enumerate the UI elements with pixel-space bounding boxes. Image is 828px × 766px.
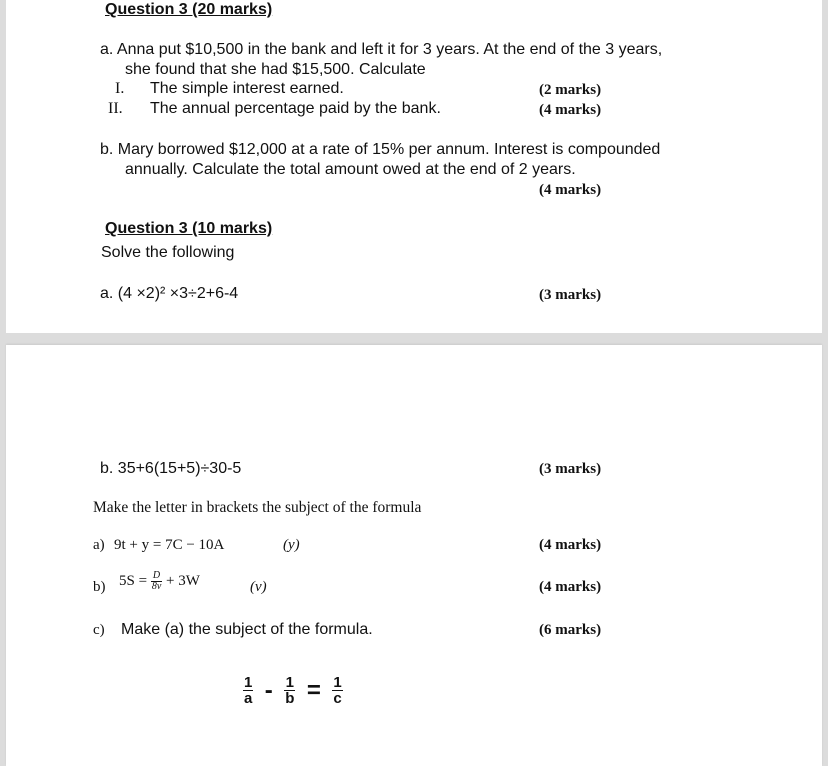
question-heading-20-marks: Question 3 (20 marks) — [105, 1, 273, 18]
fraction-1-over-b — [284, 675, 295, 706]
formula-b-equation — [119, 571, 200, 592]
roman-numeral-i: I. — [115, 80, 125, 97]
worksheet-page-2 — [6, 345, 822, 766]
formula-a-marks: (4 marks) — [539, 537, 602, 553]
formula-instruction: Make the letter in brackets the subject of the formula — [93, 499, 422, 516]
question-a-line-2: she found that she had $15,500. Calculate — [125, 61, 426, 78]
fraction-3-numerator: 1 — [333, 674, 342, 691]
formula-b-fraction — [151, 571, 162, 592]
formula-b-rest: + 3W — [166, 572, 200, 589]
formula-b-label: b) — [93, 579, 106, 595]
question-a-i-text: The simple interest earned. — [150, 80, 344, 97]
fraction-2-numerator: 1 — [285, 674, 294, 691]
reciprocal-equation — [243, 675, 343, 706]
formula-c-marks: (6 marks) — [539, 622, 602, 638]
fraction-3-denominator: c — [333, 690, 342, 707]
formula-a-equation: 9t + y = 7C − 10A — [114, 537, 225, 553]
formula-b-marks: (4 marks) — [539, 579, 602, 595]
question-a-ii-text: The annual percentage paid by the bank. — [150, 100, 441, 117]
question-b-marks: (4 marks) — [539, 182, 602, 198]
solve-instruction: Solve the following — [101, 244, 235, 261]
question-a-i-marks: (2 marks) — [539, 82, 602, 98]
formula-a-variable: (y) — [283, 537, 300, 553]
question-a-line-1: a. Anna put $10,500 in the bank and left it for 3 years. At the end of the 3 years, — [100, 41, 663, 58]
question-b-line-2: annually. Calculate the total amount owed at the end of 2 years. — [125, 161, 576, 178]
formula-b-variable: (v) — [250, 579, 267, 595]
solve-item-a-marks: (3 marks) — [539, 287, 602, 303]
fraction-1-numerator: 1 — [244, 674, 253, 691]
equals-sign: = — [306, 676, 321, 704]
fraction-2-denominator: b — [285, 690, 295, 707]
formula-b-denominator: 8v — [151, 581, 162, 592]
minus-sign: - — [264, 676, 273, 704]
question-b-line-1: b. Mary borrowed $12,000 at a rate of 15% per annum. Interest is compounded — [100, 141, 661, 158]
solve-item-b: b. 35+6(15+5)÷30-5 — [100, 460, 242, 477]
roman-numeral-ii: II. — [108, 100, 123, 117]
formula-a-label: a) — [93, 537, 105, 553]
formula-b-lhs: 5S = — [119, 572, 148, 589]
formula-c-text: Make (a) the subject of the formula. — [121, 621, 373, 638]
fraction-1-denominator: a — [244, 690, 253, 707]
solve-item-b-marks: (3 marks) — [539, 461, 602, 477]
worksheet-page-1 — [6, 0, 822, 333]
formula-b-numerator: D — [151, 571, 162, 582]
fraction-1-over-a — [243, 675, 253, 706]
fraction-1-over-c — [332, 675, 342, 706]
solve-item-a: a. (4 ×2)² ×3÷2+6-4 — [100, 285, 239, 302]
question-heading-10-marks: Question 3 (10 marks) — [105, 220, 273, 237]
question-a-ii-marks: (4 marks) — [539, 102, 602, 118]
formula-c-label: c) — [93, 622, 105, 638]
